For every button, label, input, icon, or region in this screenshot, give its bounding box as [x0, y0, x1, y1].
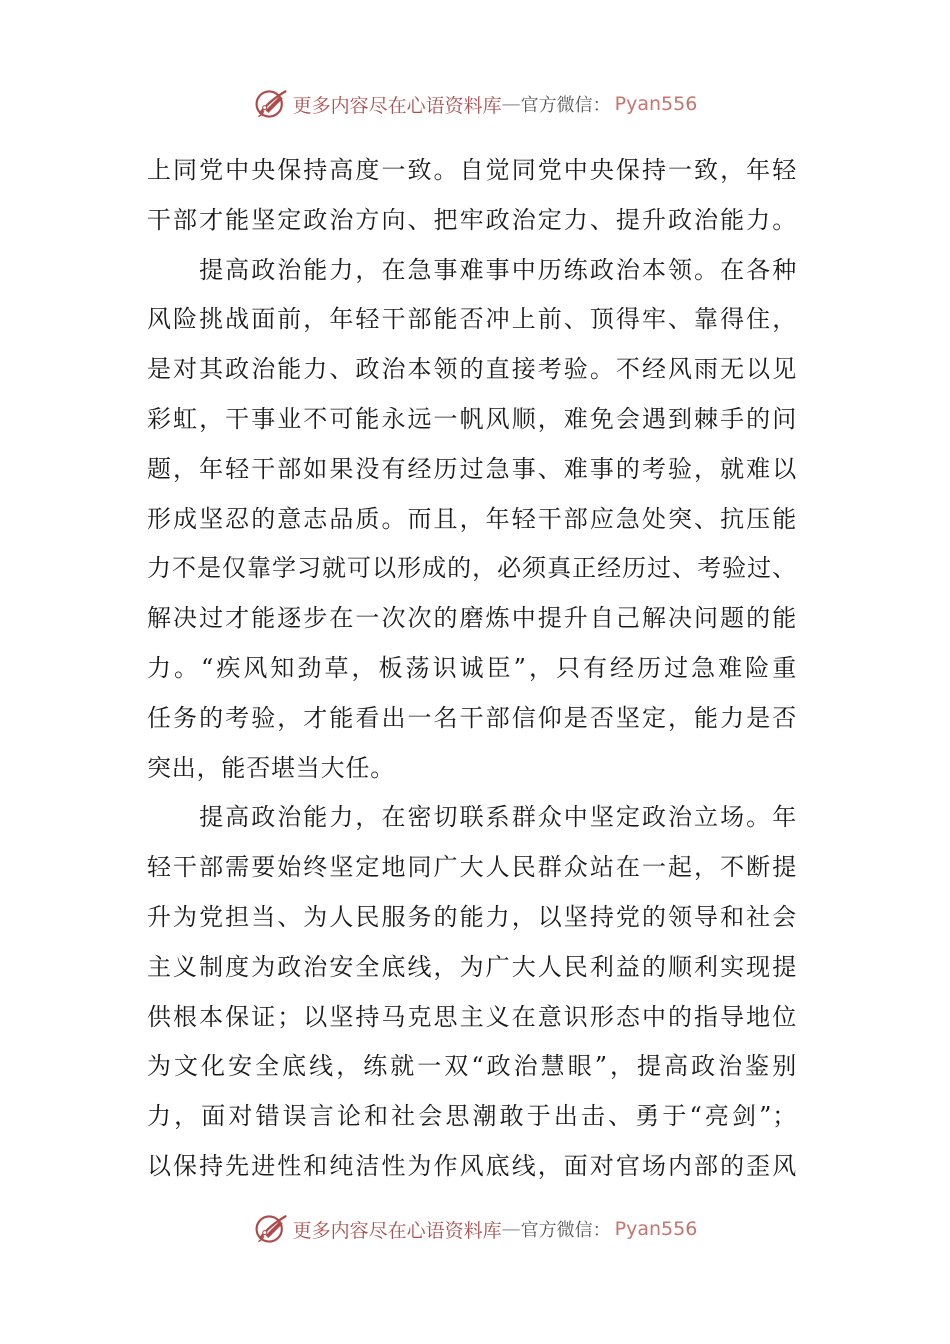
body-line: 力，面对错误言论和社会思潮敢于出击、勇于“亮剑”； — [147, 1102, 797, 1131]
body-line: 突出，能否堪当大任。 — [147, 753, 395, 782]
header-dash: — — [501, 93, 521, 115]
pen-logo-icon — [253, 1211, 289, 1247]
body-line: 力。“疾风知劲草，板荡识诚臣”，只有经历过急难险重 — [147, 653, 797, 682]
header-watermark — [0, 84, 950, 124]
footer-wechat-label: 官方微信： — [520, 1220, 611, 1241]
body-line: 主义制度为政治安全底线，为广大人民利益的顺利实现提 — [147, 952, 797, 981]
body-line: 升为党担当、为人民服务的能力，以坚持党的领导和社会 — [147, 902, 797, 931]
body-line: 彩虹，干事业不可能永远一帆风顺，难免会遇到棘手的问 — [147, 404, 797, 433]
document-body — [147, 146, 797, 1192]
header-brand-text: 更多内容尽在心语资料库 — [292, 94, 502, 117]
footer-brand-text: 更多内容尽在心语资料库 — [292, 1219, 502, 1242]
footer-account: Pyan556 — [614, 1218, 698, 1240]
header-account: Pyan556 — [614, 93, 698, 115]
body-line: 任务的考验，才能看出一名干部信仰是否坚定，能力是否 — [147, 703, 797, 732]
footer-dash: — — [501, 1218, 521, 1240]
body-line: 风险挑战面前，年轻干部能否冲上前、顶得牢、靠得住， — [147, 305, 797, 334]
body-line: 解决过才能逐步在一次次的磨炼中提升自己解决问题的能 — [147, 604, 797, 633]
body-line: 提高政治能力，在急事难事中历练政治本领。在各种 — [147, 255, 797, 284]
body-line: 题，年轻干部如果没有经历过急事、难事的考验，就难以 — [147, 454, 797, 483]
body-line: 以保持先进性和纯洁性为作风底线，面对官场内部的歪风 — [147, 1151, 797, 1180]
body-line: 力不是仅靠学习就可以形成的，必须真正经历过、考验过、 — [147, 554, 797, 583]
body-line: 供根本保证；以坚持马克思主义在意识形态中的指导地位 — [147, 1002, 797, 1031]
body-line: 形成坚忍的意志品质。而且，年轻干部应急处突、抗压能 — [147, 504, 797, 533]
body-line: 干部才能坚定政治方向、把牢政治定力、提升政治能力。 — [147, 205, 797, 234]
body-line: 为文化安全底线，练就一双“政治慧眼”，提高政治鉴别 — [147, 1052, 797, 1081]
body-line: 是对其政治能力、政治本领的直接考验。不经风雨无以见 — [147, 355, 797, 384]
body-line: 上同党中央保持高度一致。自觉同党中央保持一致，年轻 — [147, 156, 797, 184]
footer-watermark — [0, 1209, 950, 1249]
body-line: 提高政治能力，在密切联系群众中坚定政治立场。年 — [147, 803, 797, 832]
header-wechat-label: 官方微信： — [520, 95, 611, 116]
body-line: 轻干部需要始终坚定地同广大人民群众站在一起，不断提 — [147, 853, 797, 882]
pen-logo-icon — [253, 86, 289, 122]
